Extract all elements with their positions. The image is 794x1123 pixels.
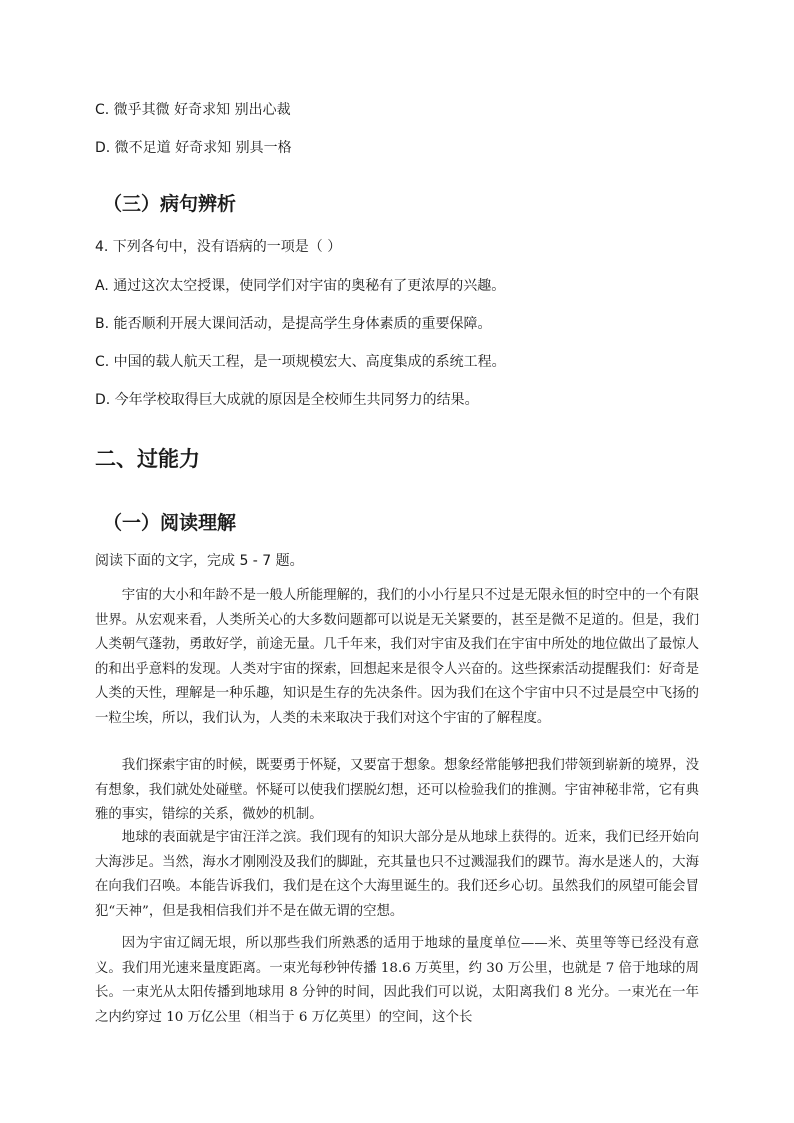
option-b: B. 能否顺利开展大课间活动，是提高学生身体素质的重要保障。 [95,316,492,332]
section-title-sentence-errors: （三）病句辨析 [103,193,237,215]
section-title-reading: （一）阅读理解 [103,512,237,534]
reading-paragraph-3: 地球的表面就是宇宙汪洋之滨。我们现有的知识大部分是从地球上获得的。近来，我们已经开始向大海涉足。当然，海水才刚刚没及我们的脚趾，充其量也只不过溅湿我们的踝节。海水是迷人的，大海在向我们召唤。本能告诉我们，我们是在这个大海里诞生的。我们还乡心切。虽然我们的夙望可能会冒犯“天神”，但是我相信我们并不是在做无谓的空想。 [95,830,699,919]
option-c: C. 中国的载人航天工程，是一项规模宏大、高度集成的系统工程。 [95,354,506,370]
option-d: D. 今年学校取得巨大成就的原因是全校师生共同努力的结果。 [95,392,479,408]
option-d-prev: D. 微不足道 好奇求知 别具一格 [95,140,292,156]
option-c-prev: C. 微乎其微 好奇求知 别出心裁 [95,102,291,118]
reading-paragraph-1: 宇宙的大小和年龄不是一般人所能理解的，我们的小小行星只不过是无限永恒的时空中的一个有限世界。从宏观来看，人类所关心的大多数问题都可以说是无关紧要的，甚至是微不足道的。但是，我们人类朝气蓬勃，勇敢好学，前途无量。几千年来，我们对宇宙及我们在宇宙中所处的地位做出了最惊人的和出乎意料的发现。人类对宇宙的探索，回想起来是很令人兴奋的。这些探索活动提醒我们：好奇是人类的天性，理解是一种乐趣，知识是生存的先决条件。因为我们在这个宇宙中只不过是晨空中飞扬的一粒尘埃，所以，我们认为，人类的未来取决于我们对这个宇宙的了解程度。 [95,588,699,726]
question-4: 4. 下列各句中，没有语病的一项是（ ） [95,239,342,255]
part-title: 二、过能力 [95,447,200,471]
reading-paragraph-2: 我们探索宇宙的时候，既要勇于怀疑，又要富于想象。想象经常能够把我们带领到崭新的境界，没有想象，我们就处处碰壁。怀疑可以使我们摆脱幻想，还可以检验我们的推测。宇宙神秘非常，它有典雅的事实，错综的关系，微妙的机制。 [95,758,699,822]
reading-paragraph-4: 因为宇宙辽阔无垠，所以那些我们所熟悉的适用于地球的量度单位——米、英里等等已经没有意义。我们用光速来量度距离。一束光每秒钟传播 18.6 万英里，约 30 万公里，也就是 7 倍于地球的周长。一束光从太阳传播到地球用 8 分钟的时间，因此我们可以说，太阳离我们 8 光分。一束光在一年之内约穿过 10 万亿公里（相当于 6 万亿英里）的空间，这个长 [95,936,699,1025]
reading-instruction: 阅读下面的文字，完成 5 - 7 题。 [95,553,304,569]
option-a: A. 通过这次太空授课，使同学们对宇宙的奥秘有了更浓厚的兴趣。 [95,278,506,294]
